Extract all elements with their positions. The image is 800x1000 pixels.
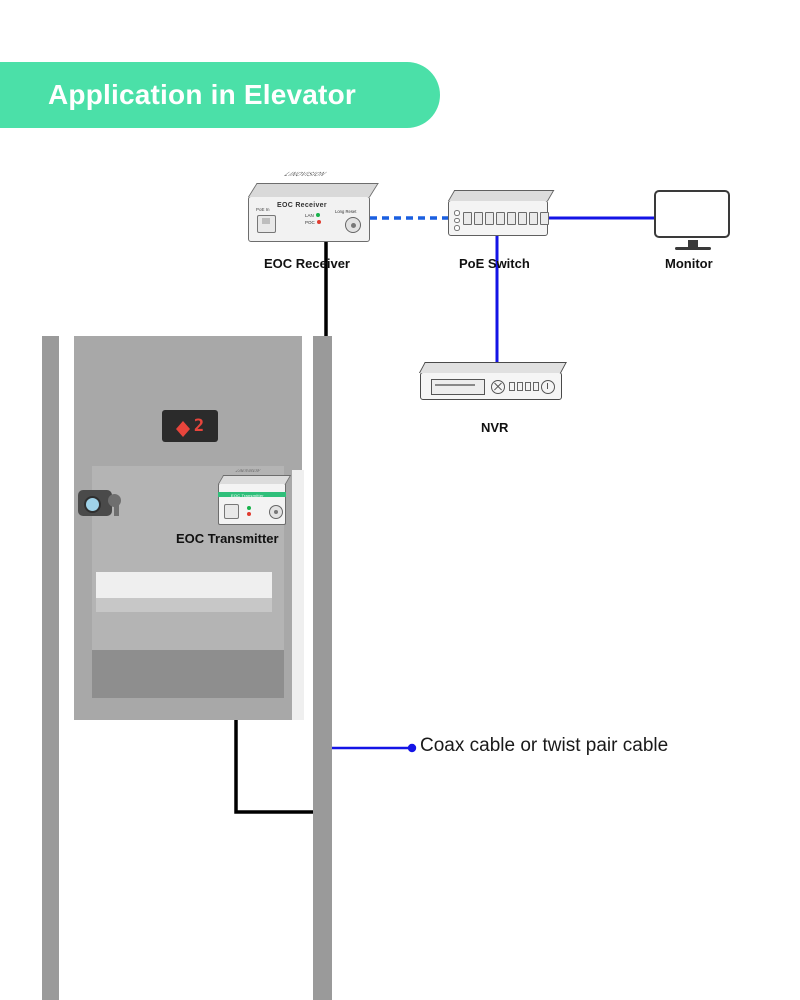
switch-led [454, 218, 460, 224]
nvr-device [420, 372, 562, 400]
receiver-lan-label: LAN [305, 213, 314, 218]
receiver-reset-label: Long Reset [335, 209, 357, 214]
receiver-model-label: EOC Receiver [277, 202, 327, 209]
elevator-shaft-right-wall [313, 336, 332, 1000]
receiver-brand-label: LINOVISION [280, 172, 328, 178]
receiver-lan-led [316, 213, 320, 217]
elevator-shaft-left-wall [42, 336, 59, 1000]
transmitter-led-red [247, 512, 251, 516]
page-title: Application in Elevator [48, 79, 356, 110]
receiver-coax-connector [345, 217, 361, 233]
label-poe-switch: PoE Switch [459, 256, 530, 271]
label-monitor: Monitor [665, 256, 713, 271]
eoc-transmitter-device [218, 468, 286, 525]
switch-port [463, 212, 472, 225]
switch-led [454, 210, 460, 216]
switch-port [507, 212, 516, 225]
switch-port [485, 212, 494, 225]
elevator-car-floor [92, 650, 284, 698]
receiver-top-face [248, 172, 379, 197]
transmitter-top-face [218, 468, 291, 484]
switch-port [529, 212, 538, 225]
receiver-poc-label: POC [305, 220, 315, 225]
elevator-handrail [96, 572, 272, 598]
direction-arrow-icon [176, 421, 190, 429]
switch-port [518, 212, 527, 225]
switch-port [474, 212, 483, 225]
switch-led [454, 225, 460, 231]
switch-port-row [463, 212, 549, 225]
nvr-drive-bay [431, 379, 485, 395]
poe-switch-device [448, 200, 548, 236]
power-icon [541, 380, 555, 394]
receiver-poe-port-label: PoE In [256, 207, 270, 212]
monitor-device [654, 190, 730, 238]
transmitter-led-group [247, 506, 251, 516]
transmitter-brand-label: LINOVISION [233, 468, 263, 473]
label-nvr: NVR [481, 420, 509, 435]
transmitter-led-green [247, 506, 251, 510]
elevator-door-gap [292, 470, 304, 720]
floor-indicator-panel [162, 410, 218, 442]
nvr-top-face [419, 362, 567, 373]
label-eoc-transmitter: EOC Transmitter [176, 531, 279, 546]
switch-top-face [448, 190, 554, 201]
nvr-button [525, 382, 531, 391]
switch-port [496, 212, 505, 225]
elevator-handrail-shadow [96, 598, 272, 612]
nvr-button-row [509, 382, 539, 391]
switch-status-leds [454, 210, 458, 231]
switch-port [540, 212, 549, 225]
nvr-button [533, 382, 539, 391]
transmitter-model-label: EOC Transmitter [231, 492, 264, 498]
nvr-indicator-icon [491, 380, 505, 394]
label-eoc-receiver: EOC Receiver [264, 256, 350, 271]
label-coax-cable-note: Coax cable or twist pair cable [420, 735, 669, 756]
camera-mount-arm [114, 505, 119, 516]
header-banner [0, 62, 440, 128]
nvr-button [509, 382, 515, 391]
coax-callout-dot-right [408, 744, 416, 752]
receiver-poc-led [317, 220, 321, 224]
ip-camera [78, 488, 122, 518]
camera-lens-icon [84, 496, 101, 513]
receiver-led-group [305, 212, 321, 226]
monitor-base [675, 247, 711, 250]
receiver-rj45-port [257, 215, 276, 233]
nvr-button [517, 382, 523, 391]
floor-number: 2 [193, 416, 205, 436]
transmitter-rj45-port [224, 504, 239, 519]
transmitter-coax-connector [269, 505, 283, 519]
eoc-receiver-device [248, 172, 370, 242]
